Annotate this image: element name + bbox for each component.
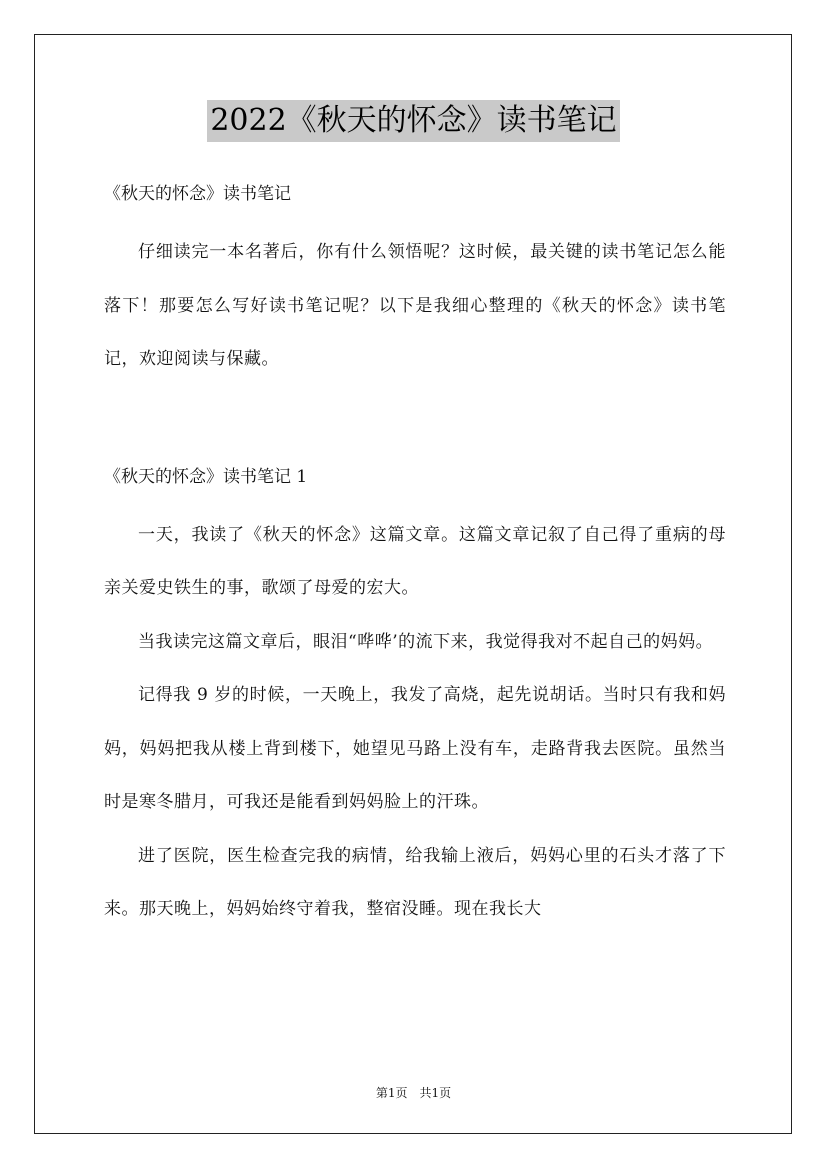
document-title: 2022《秋天的怀念》读书笔记 [207,100,619,142]
intro-paragraph: 仔细读完一本名著后，你有什么领悟呢？这时候，最关键的读书笔记怎么能落下！那要怎么写好读书笔记呢？以下是我细心整理的《秋天的怀念》读书笔记，欢迎阅读与保藏。 [104,242,726,369]
body-paragraph: 当我读完这篇文章后，眼泪“哗哗’的流下来，我觉得我对不起自己的妈妈。 [138,631,714,652]
body-paragraph: 记得我 9 岁的时候，一天晚上，我发了高烧，起先说胡话。当时只有我和妈妈，妈妈把我从楼上背到楼下，她望见马路上没有车，走路背我去医院。虽然当时是寒冬腊月，可我还是能看到妈妈脸上的汗珠。 [104,685,726,812]
page-footer: 第1页 共1页 [375,1086,452,1100]
subtitle: 《秋天的怀念》读书笔记 [104,184,291,204]
body-paragraph: 进了医院，医生检查完我的病情，给我输上液后，妈妈心里的石头才落了下来。那天晚上，妈妈始终守着我，整宿没睡。现在我长大 [104,845,726,919]
body-paragraph: 一天，我读了《秋天的怀念》这篇文章。这篇文章记叙了自己得了重病的母亲关爱史铁生的事，歌颂了母爱的宏大。 [104,524,726,598]
document-body [104,176,726,937]
section-heading: 《秋天的怀念》读书笔记 1 [104,466,308,487]
title-container [0,100,827,142]
